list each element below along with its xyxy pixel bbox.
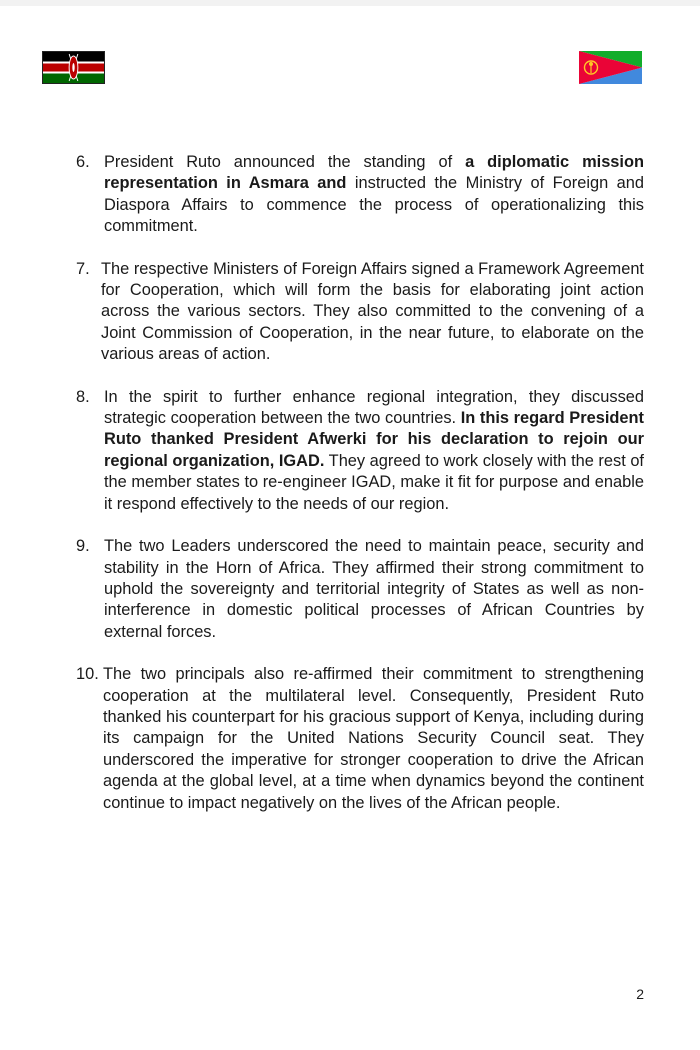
list-item bbox=[76, 664, 644, 814]
list-item bbox=[76, 536, 644, 643]
document-body bbox=[76, 152, 644, 835]
eritrea-flag-icon bbox=[579, 51, 642, 84]
list-item bbox=[76, 152, 644, 238]
item-number: 8. bbox=[76, 387, 90, 406]
emphasis-text: In this regard President Ruto thanked President Afwerki for his declaration to rejoin our regional organization, IGAD. bbox=[104, 409, 645, 470]
page-number: 2 bbox=[636, 986, 644, 1002]
item-text: The two principals also re-affirmed their commitment to strengthening cooperation at the multilateral level. Consequently, President Ruto thanked his counterpart for his gracious support of Kenya, including during its campaign for the United Nations Security Council seat. They underscored the imperative for stronger cooperation to drive the African agenda at the global level, at a time when dynamics beyond the continent continue to impact negatively on the lives of the African people. bbox=[103, 665, 644, 812]
item-text: The two Leaders underscored the need to maintain peace, security and stability in the Horn of Africa. They affirmed their strong commitment to uphold the sovereignty and territorial integrity of States as well as non-interference in domestic political processes of African Countries by external forces. bbox=[104, 537, 644, 641]
list-item bbox=[76, 259, 644, 366]
emphasis-text: a diplomatic mission representation in Asmara and bbox=[104, 153, 645, 193]
item-number: 9. bbox=[76, 537, 90, 556]
list-item bbox=[76, 387, 644, 515]
item-number: 6. bbox=[76, 153, 90, 171]
kenya-flag-icon bbox=[42, 51, 105, 84]
item-number: 7. bbox=[76, 259, 90, 278]
item-text: The respective Ministers of Foreign Affairs signed a Framework Agreement for Cooperation, which will form the basis for elaborating joint action across the various sectors. They also committed to the convening of a Joint Commission of Cooperation, in the near future, to elaborate on the various areas of action. bbox=[101, 259, 644, 364]
item-number: 10. bbox=[76, 665, 99, 684]
item-text: President Ruto announced the standing of a diplomatic mission representation in Asmara and instructed the Ministry of Foreign and Diaspora Affairs to commence the process of operationalizing this commitment. bbox=[104, 153, 645, 236]
item-text: In the spirit to further enhance regional integration, they discussed strategic cooperation between the two countries. In this regard President Ruto thanked President Afwerki for his declaration to rejoin our regional organization, IGAD. They agreed to work closely with the rest of the member states to re-engineer IGAD, make it fit for purpose and enable it respond effectively to the needs of our region. bbox=[104, 387, 645, 513]
top-edge-bar bbox=[0, 0, 700, 6]
